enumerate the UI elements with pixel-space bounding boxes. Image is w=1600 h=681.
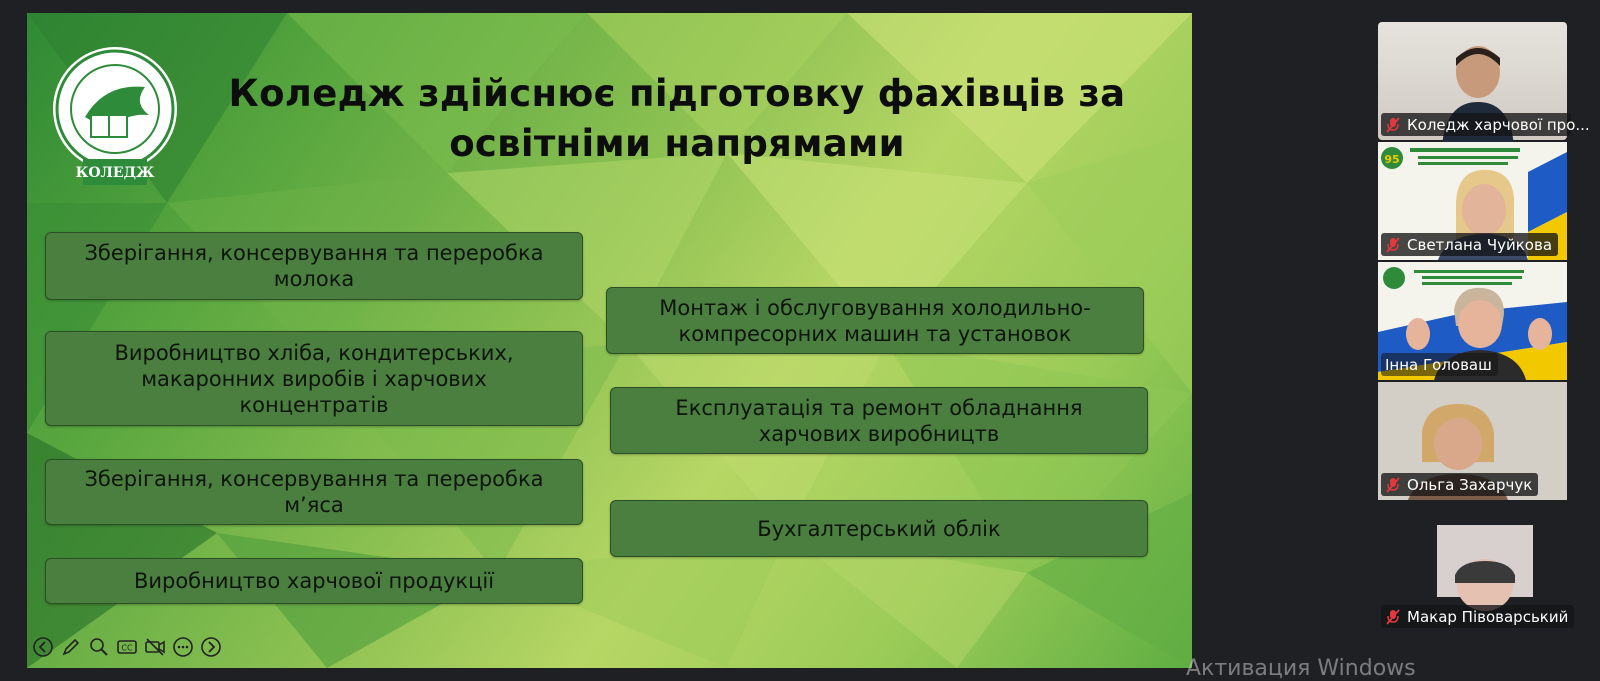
participant-namebar: [1381, 353, 1498, 376]
arrow-left-icon[interactable]: [31, 635, 55, 659]
participant-namebar: [1381, 473, 1538, 496]
participant-name: Інна Головаш: [1385, 355, 1492, 374]
college-logo: [49, 43, 181, 189]
program-box: Зберігання, консервування та переробка молока: [45, 232, 583, 300]
program-box: Виробництво хліба, кондитерських, макаронних виробів і харчових концентратів: [45, 331, 583, 426]
presentation-slide: [27, 13, 1192, 668]
participant-tile-active[interactable]: [1378, 262, 1567, 380]
participant-tile[interactable]: [1378, 382, 1567, 500]
pen-icon[interactable]: [59, 635, 83, 659]
svg-text:CC: CC: [121, 643, 133, 653]
captions-icon[interactable]: [115, 635, 139, 659]
participant-video: [1437, 525, 1533, 597]
participant-video-small[interactable]: [1437, 525, 1533, 597]
participant-tile[interactable]: [1378, 22, 1590, 140]
zoom-icon[interactable]: [87, 635, 111, 659]
mic-muted-icon: [1385, 476, 1401, 494]
mic-muted-icon: [1385, 608, 1401, 626]
participant-name: Ольга Захарчук: [1407, 475, 1533, 494]
participant-tile[interactable]: [1378, 142, 1567, 260]
mic-muted-icon: [1385, 116, 1401, 134]
logo-label: КОЛЕДЖ: [75, 165, 155, 181]
slide-toolbar: [27, 632, 223, 662]
mic-muted-icon: [1385, 236, 1401, 254]
more-icon[interactable]: [171, 635, 195, 659]
program-box: Бухгалтерський облік: [610, 500, 1148, 557]
slide-title-line1: Коледж здійснює підготовку фахівців за: [228, 72, 1126, 115]
program-box: Зберігання, консервування та переробка м’яса: [45, 459, 583, 525]
program-box: Виробництво харчової продукції: [45, 558, 583, 604]
participant-name: Коледж харчової про...: [1407, 115, 1590, 134]
participant-namebar: [1381, 605, 1574, 628]
participant-namebar: [1381, 233, 1558, 256]
windows-activation-watermark: Активация Windows: [1186, 656, 1416, 681]
participant-namebar: [1381, 113, 1590, 136]
slide-title: [187, 69, 1167, 169]
anniversary-badge: 95: [1384, 153, 1400, 166]
camera-off-icon[interactable]: [143, 635, 167, 659]
program-box: Монтаж і обслуговування холодильно- компресорних машин та установок: [606, 287, 1144, 354]
slide-title-line2: освітніми напрямами: [449, 122, 905, 165]
arrow-right-icon[interactable]: [199, 635, 223, 659]
participant-name: Макар Півоварський: [1407, 607, 1569, 626]
participant-name: Светлана Чуйкова: [1407, 235, 1553, 254]
program-box: Експлуатація та ремонт обладнання харчових виробництв: [610, 387, 1148, 454]
